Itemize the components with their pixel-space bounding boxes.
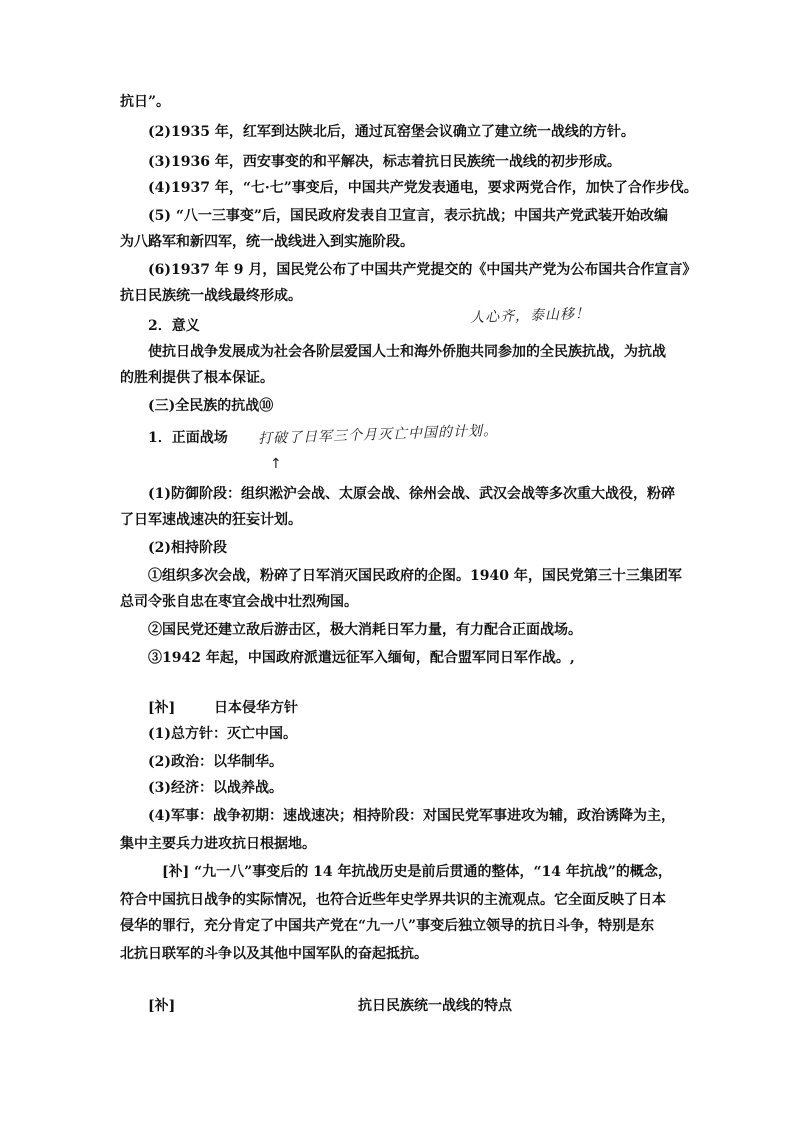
text-line: (4)军事：战争初期：速战速决；相持阶段：对国民党军事进攻为辅，政治诱降为主， (148, 808, 675, 824)
text-line: (1)防御阶段：组织淞沪会战、太原会战、徐州会战、武汉会战等多次重大战役，粉碎 (148, 486, 675, 502)
text-line: (4)1937 年，“七·七”事变后，中国共产党发表通电，要求两党合作，加快了合作步伐。 (148, 180, 698, 196)
text-line: (6)1937 年 9 月，国民党公布了中国共产党提交的《中国共产党为公布国共合作宣言》 (148, 262, 697, 278)
text-line: 北抗日联军的斗争以及其他中国军队的奋起抵抗。 (120, 946, 428, 962)
text-line: (2)相持阶段 (148, 540, 227, 556)
handwritten-note: 打破了日军三个月灭亡中国的计划。 (257, 422, 499, 448)
text-line: 使抗日战争发展成为社会各阶层爱国人士和海外侨胞共同参加的全民族抗战，为抗战 (148, 344, 666, 360)
supplement-tag: [补] (148, 998, 176, 1014)
text-line: ②国民党还建立敌后游击区，极大消耗日军力量，有力配合正面战场。 (148, 622, 582, 638)
text-line: 抗日民族统一战线最终形成。 (120, 288, 302, 304)
text-line: 符合中国抗日战争的实际情况，也符合近些年史学界共识的主流观点。它全面反映了日本 (120, 892, 666, 908)
text-line: 总司令张自忠在枣宜会战中壮烈殉国。 (120, 594, 358, 610)
text-line: (2)政治：以华制华。 (148, 754, 283, 770)
section-heading: (三)全民族的抗战⑩ (148, 398, 274, 414)
text-line: 集中主要兵力进攻抗日根据地。 (120, 836, 316, 852)
supplement-tag: [补] (148, 700, 176, 716)
handwritten-note: 人心齐，泰山移！ (469, 305, 591, 327)
text-line: (5) “八一三事变”后，国民政府发表自卫宣言，表示抗战；中国共产党武装开始改编 (148, 208, 668, 224)
text-line: 的胜利提供了根本保证。 (120, 370, 274, 386)
text-line: 抗日”。 (120, 94, 171, 110)
text-line: (3)经济：以战养战。 (148, 780, 283, 796)
text-line: ①组织多次会战，粉碎了日军消灭国民政府的企图。1940 年，国民党第三十三集团军 (148, 568, 682, 584)
text-line: (3)1936 年，西安事变的和平解决，标志着抗日民族统一战线的初步形成。 (148, 154, 621, 170)
text-line: (1)总方针：灭亡中国。 (148, 726, 297, 742)
text-line: 为八路军和新四军，统一战线进入到实施阶段。 (120, 234, 414, 250)
text-line: ③1942 年起，中国政府派遣远征军入缅甸，配合盟军同日军作战。, (148, 650, 575, 666)
text-line: [补] “九一八”事变后的 14 年抗战历史是前后贯通的整体，“14 年抗战”的概念， (162, 864, 672, 880)
section-heading: 1．正面战场 (148, 430, 228, 446)
section-heading: 2．意义 (148, 318, 200, 334)
supplement-title: 日本侵华方针 (214, 700, 298, 716)
handwritten-arrow-icon: ↑ (270, 456, 282, 472)
text-line: 侵华的罪行，充分肯定了中国共产党在“九一八”事变后独立领导的抗日斗争，特别是东 (120, 918, 655, 934)
supplement-title: 抗日民族统一战线的特点 (358, 998, 512, 1014)
text-line: (2)1935 年，红军到达陕北后，通过瓦窑堡会议确立了建立统一战线的方针。 (148, 124, 635, 140)
text-line: 了日军速战速决的狂妄计划。 (120, 512, 302, 528)
